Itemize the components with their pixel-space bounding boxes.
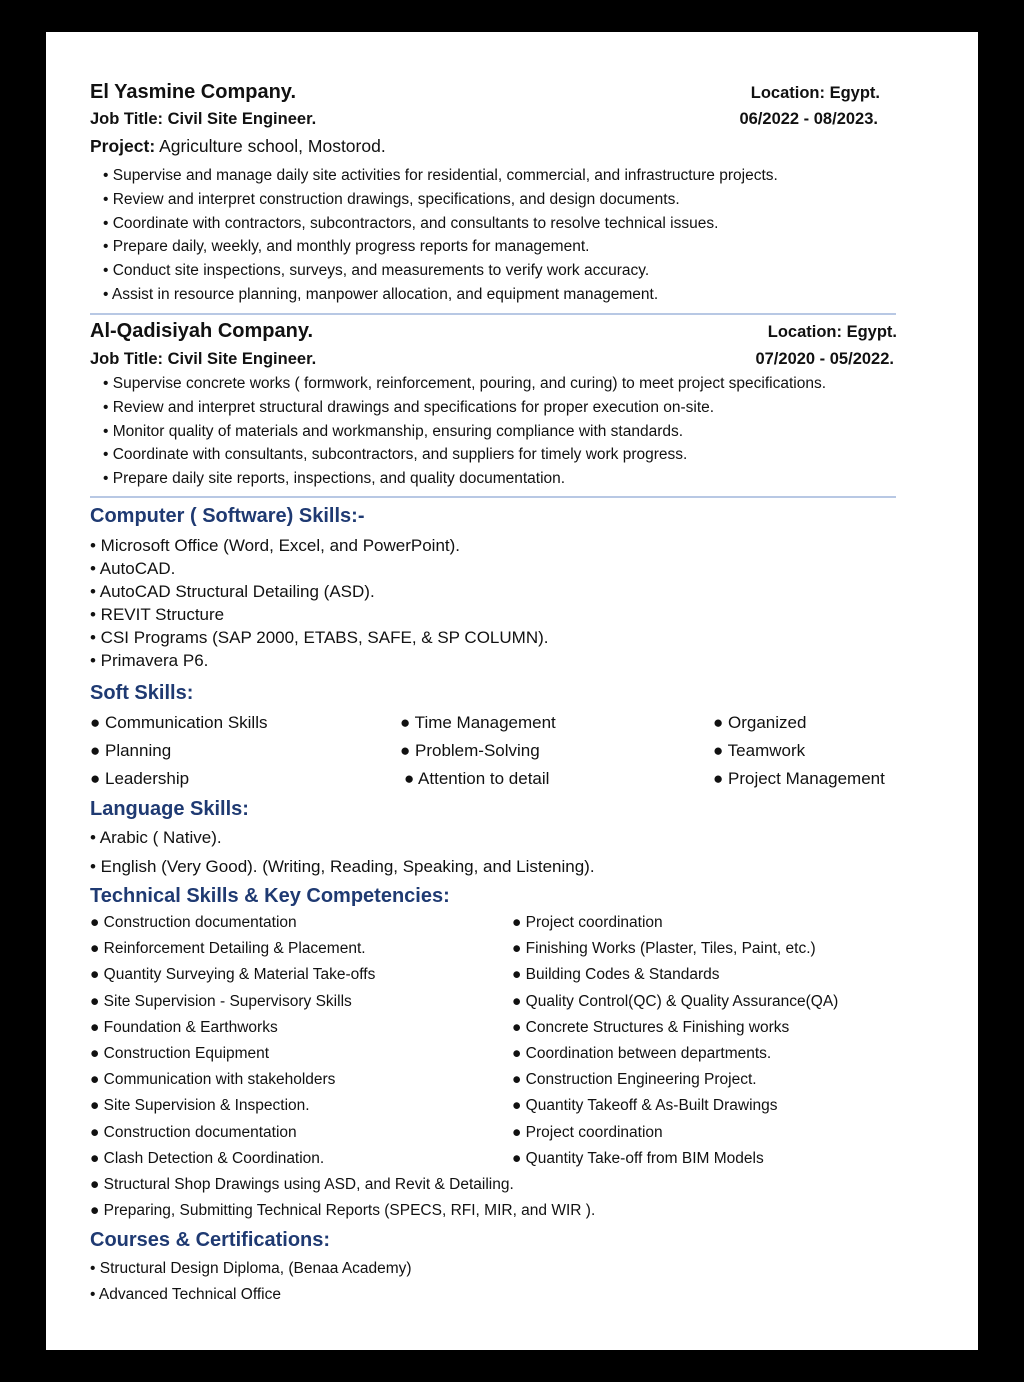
job-location: Location: Egypt. [767, 323, 897, 341]
software-skill-item: • CSI Programs (SAP 2000, ETABS, SAFE, & SP COLUMN). [90, 628, 549, 647]
language-item: • Arabic ( Native). [90, 828, 222, 847]
technical-skill-item: ● Coordination between departments. [512, 1045, 772, 1062]
project-label: Project: [90, 136, 156, 156]
project-line [90, 135, 386, 157]
technical-skill-item: ● Communication with stakeholders [90, 1071, 336, 1089]
technical-skill-item: ● Foundation & Earthworks [90, 1018, 278, 1036]
technical-skill-item: ● Reinforcement Detailing & Placement. [90, 940, 366, 958]
soft-skill-item: ● Project Management [713, 769, 885, 788]
section-heading-computer-skills: Computer ( Software) Skills:- [90, 505, 365, 527]
soft-skill-item: ● Organized [713, 713, 807, 732]
technical-skill-item: ● Quantity Surveying & Material Take-offs [90, 966, 376, 984]
duty-item: • Supervise and manage daily site activities for residential, commercial, and infrastructure projects. [103, 167, 778, 184]
duty-item: • Coordinate with consultants, subcontractors, and suppliers for timely work progress. [103, 446, 688, 464]
technical-skill-item: ● Project coordination [512, 914, 663, 931]
software-skill-item: • Primavera P6. [90, 651, 209, 670]
soft-skill-item: ● Attention to detail [404, 769, 550, 788]
section-divider [90, 313, 896, 315]
technical-skill-item: ● Quantity Take-off from BIM Models [512, 1149, 764, 1167]
duty-item: • Review and interpret construction drawings, specifications, and design documents. [103, 190, 680, 208]
soft-skill-item: ● Communication Skills [90, 713, 268, 732]
course-item: • Structural Design Diploma, (Benaa Academy) [90, 1260, 412, 1277]
technical-skill-item: ● Structural Shop Drawings using ASD, and Revit & Detailing. [90, 1176, 514, 1193]
duty-item: • Prepare daily site reports, inspections, and quality documentation. [103, 470, 566, 488]
section-heading-soft-skills: Soft Skills: [90, 682, 194, 704]
duty-item: • Monitor quality of materials and workmanship, ensuring compliance with standards. [103, 422, 684, 440]
soft-skill-item: ● Leadership [90, 769, 190, 788]
technical-skill-item: ● Project coordination [512, 1123, 663, 1141]
language-item: • English (Very Good). (Writing, Reading, Speaking, and Listening). [90, 856, 595, 876]
technical-skill-item: ● Quantity Takeoff & As-Built Drawings [512, 1097, 778, 1115]
soft-skill-item: ● Time Management [400, 713, 556, 732]
duty-item: • Review and interpret structural drawings and specifications for proper execution on-site. [103, 398, 715, 416]
duty-item: • Assist in resource planning, manpower allocation, and equipment management. [103, 286, 659, 303]
section-heading-technical-skills: Technical Skills & Key Competencies: [90, 885, 450, 907]
job-title: Job Title: Civil Site Engineer. [90, 110, 317, 128]
company-name: El Yasmine Company. [90, 81, 297, 103]
section-divider [90, 496, 896, 498]
job-title: Job Title: Civil Site Engineer. [90, 350, 317, 368]
technical-skill-item: ● Finishing Works (Plaster, Tiles, Paint, etc.) [512, 940, 816, 958]
technical-skill-item: ● Construction documentation [90, 914, 297, 931]
software-skill-item: • AutoCAD Structural Detailing (ASD). [90, 582, 375, 601]
technical-skill-item: ● Construction documentation [90, 1123, 297, 1141]
technical-skill-item: ● Site Supervision - Supervisory Skills [90, 992, 352, 1010]
company-name: Al-Qadisiyah Company. [90, 320, 314, 342]
job-dates: 07/2020 - 05/2022. [755, 350, 894, 368]
soft-skill-item: ● Problem-Solving [400, 741, 540, 760]
technical-skill-item: ● Preparing, Submitting Technical Reports (SPECS, RFI, MIR, and WIR ). [90, 1202, 596, 1220]
technical-skill-item: ● Concrete Structures & Finishing works [512, 1018, 790, 1036]
technical-skill-item: ● Construction Engineering Project. [512, 1071, 757, 1089]
section-heading-courses: Courses & Certifications: [90, 1229, 331, 1251]
software-skill-item: • AutoCAD. [90, 559, 176, 578]
technical-skill-item: ● Building Codes & Standards [512, 966, 720, 984]
software-skill-item: • REVIT Structure [90, 605, 225, 624]
course-item: • Advanced Technical Office [90, 1286, 281, 1303]
duty-item: • Coordinate with contractors, subcontractors, and consultants to resolve technical issues. [103, 214, 719, 232]
software-skill-item: • Microsoft Office (Word, Excel, and PowerPoint). [90, 536, 461, 555]
section-heading-language-skills: Language Skills: [90, 798, 249, 820]
technical-skill-item: ● Quality Control(QC) & Quality Assurance(QA) [512, 992, 839, 1010]
technical-skill-item: ● Clash Detection & Coordination. [90, 1149, 325, 1167]
technical-skill-item: ● Construction Equipment [90, 1045, 270, 1062]
duty-item: • Prepare daily, weekly, and monthly progress reports for management. [103, 238, 590, 256]
duty-item: • Supervise concrete works ( formwork, reinforcement, pouring, and curing) to meet project specifications. [103, 375, 827, 392]
job-location: Location: Egypt. [750, 84, 880, 102]
duty-item: • Conduct site inspections, surveys, and measurements to verify work accuracy. [103, 262, 650, 280]
project-name: Agriculture school, Mostorod. [159, 136, 386, 156]
soft-skill-item: ● Teamwork [713, 741, 806, 760]
job-dates: 06/2022 - 08/2023. [739, 110, 878, 128]
technical-skill-item: ● Site Supervision & Inspection. [90, 1097, 310, 1115]
soft-skill-item: ● Planning [90, 741, 172, 760]
resume-page [46, 32, 978, 1350]
